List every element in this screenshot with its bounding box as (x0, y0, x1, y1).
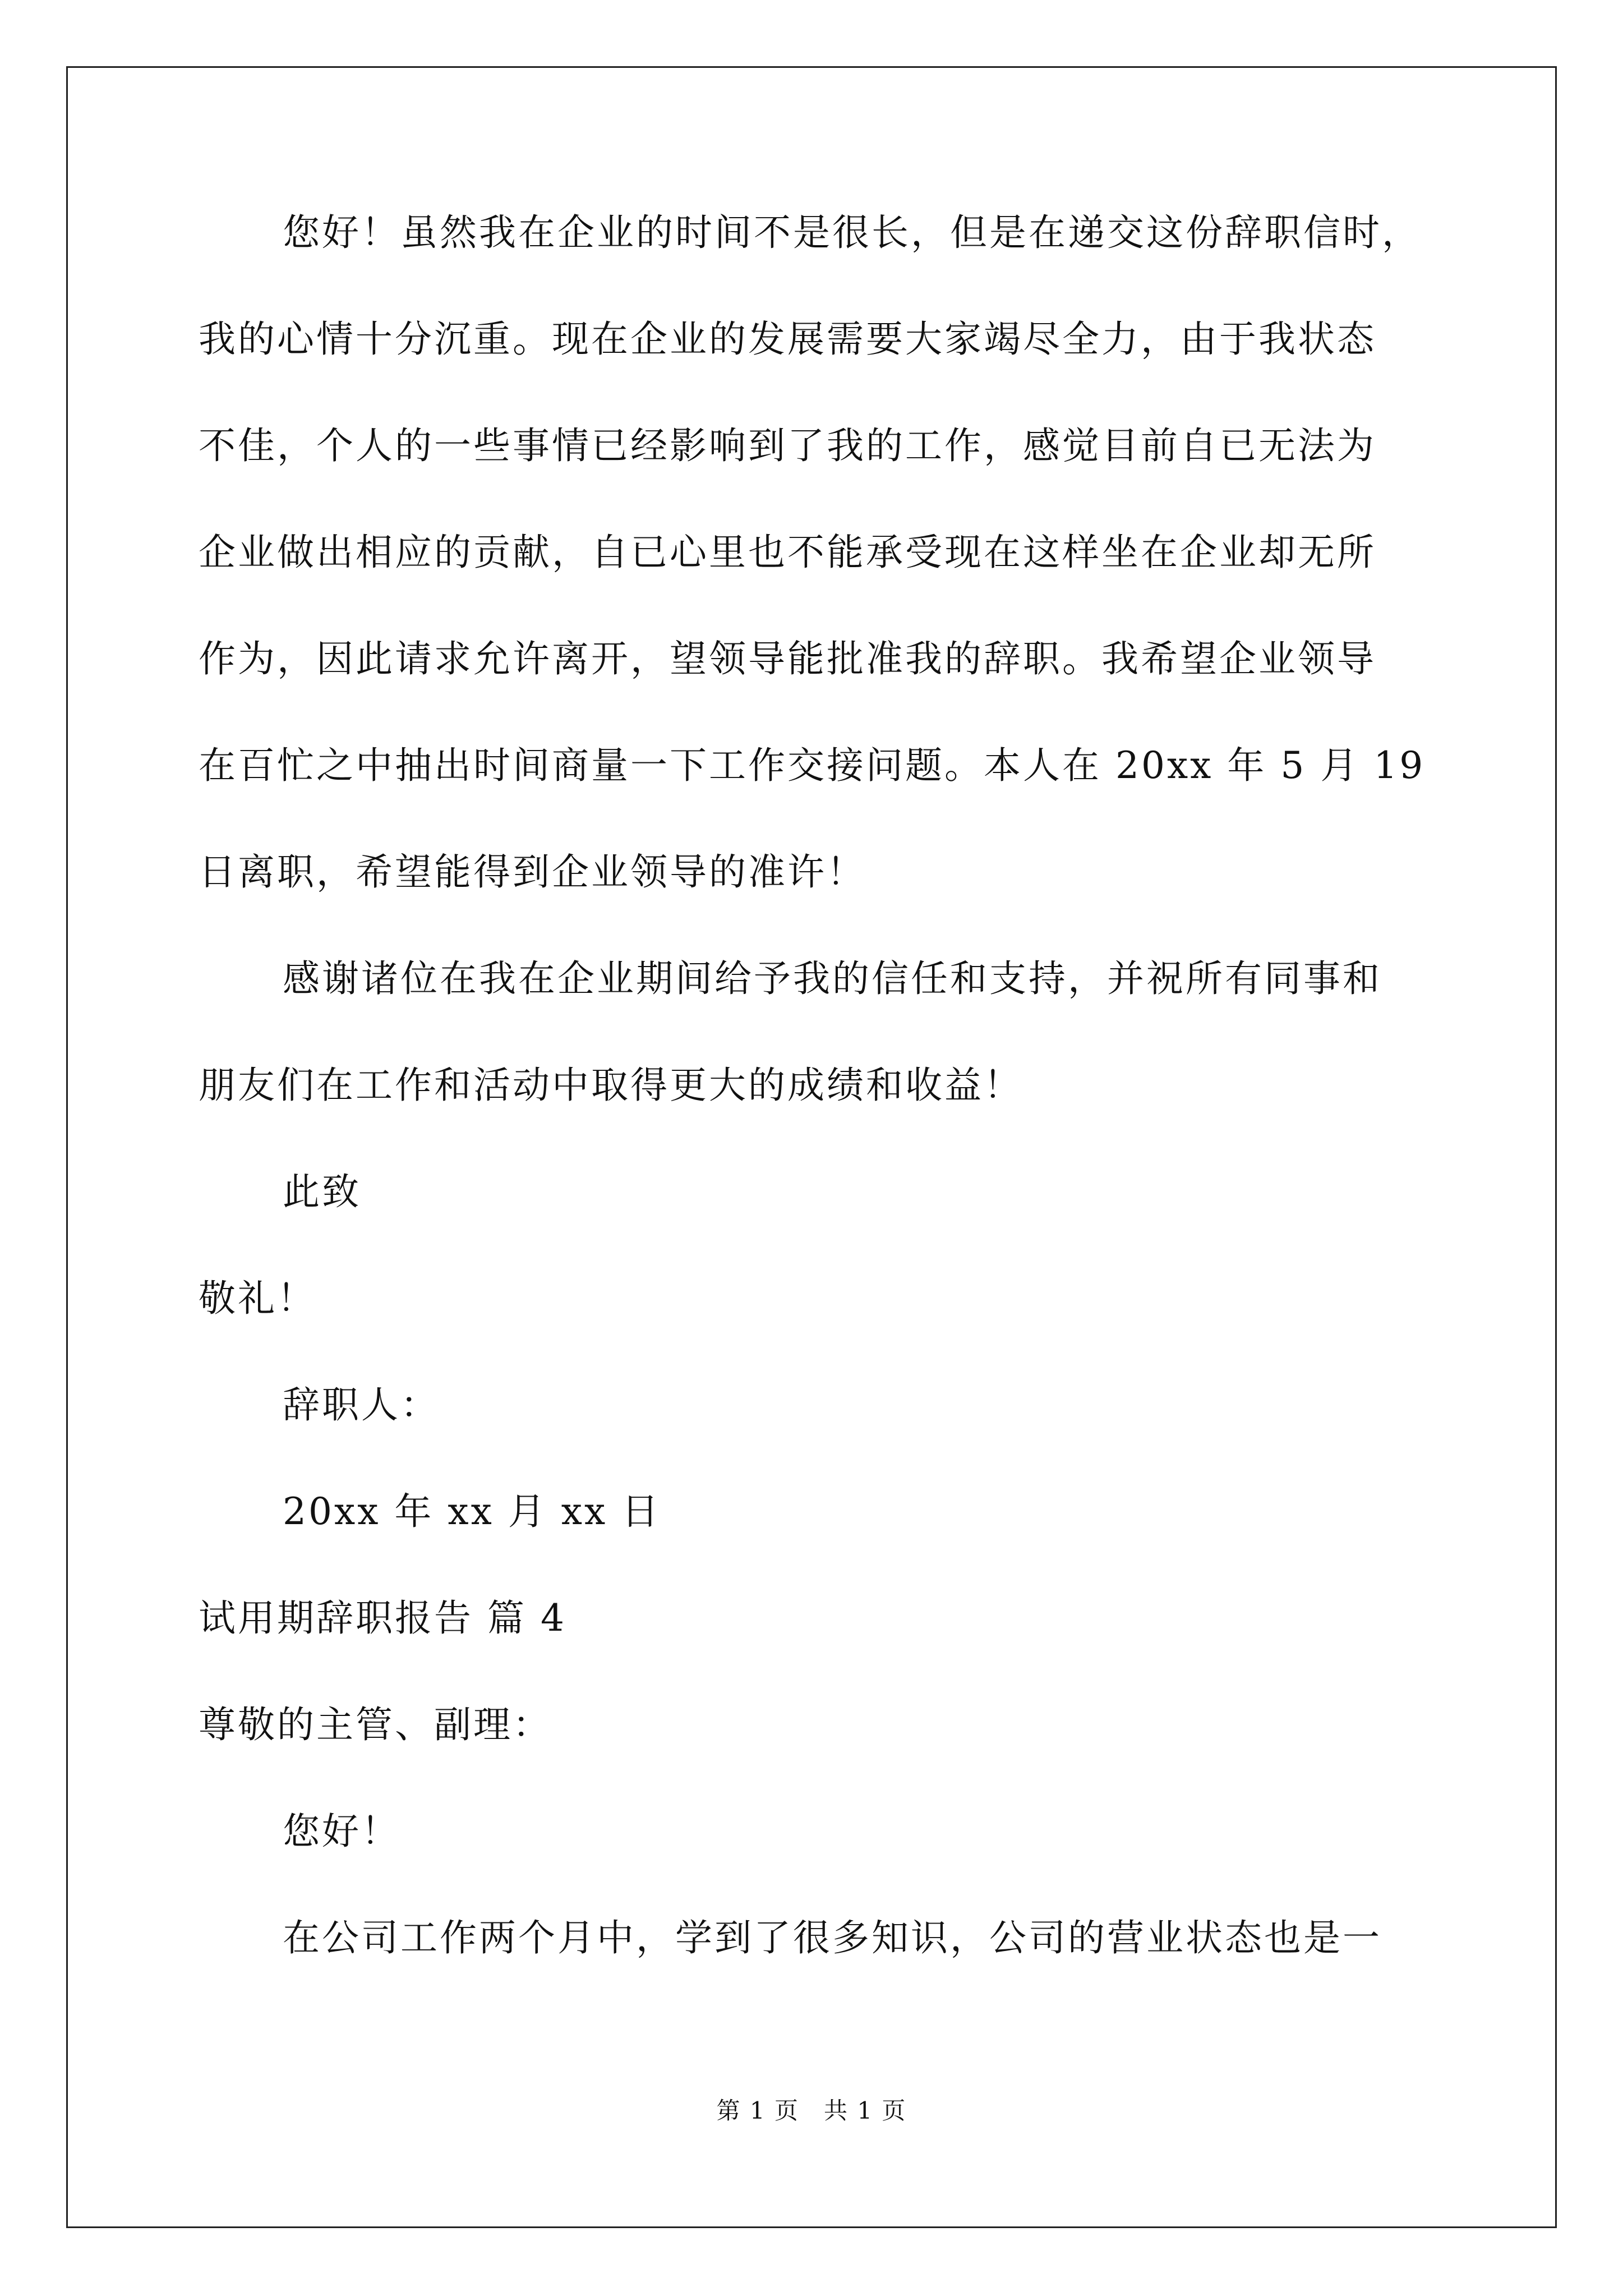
page-border (66, 66, 1557, 2228)
paragraph-line: 日离职，希望能得到企业领导的准许！ (199, 850, 866, 894)
letter-addressee: 尊敬的主管、副理： (199, 1703, 552, 1746)
signature-date: 20xx 年 xx 月 xx 日 (283, 1490, 661, 1533)
paragraph-line: 我的心情十分沉重。现在企业的发展需要大家竭尽全力，由于我状态 (199, 318, 1376, 361)
paragraph-line: 企业做出相应的贡献，自已心里也不能承受现在这样坐在企业却无所 (199, 531, 1376, 574)
paragraph-line: 感谢诸位在我在企业期间给予我的信任和支持，并祝所有同事和 (283, 957, 1382, 1000)
section-heading: 试用期辞职报告 篇 4 (199, 1596, 566, 1640)
paragraph-line: 作为，因此请求允许离开，望领导能批准我的辞职。我希望企业领导 (199, 637, 1376, 680)
page-footer: 第 1 页 共 1 页 (716, 2097, 907, 2124)
paragraph-line: 不佳，个人的一些事情已经影响到了我的工作，感觉目前自已无法为 (199, 424, 1376, 467)
signature-label: 辞职人： (283, 1383, 440, 1427)
paragraph-line: 朋友们在工作和活动中取得更大的成绩和收益！ (199, 1064, 1023, 1107)
paragraph-line: 在百忙之中抽出时间商量一下工作交接问题。本人在 20xx 年 5 月 19 (199, 744, 1426, 787)
closing-regards: 敬礼！ (199, 1277, 316, 1320)
closing-salutation: 此致 (283, 1170, 361, 1213)
letter-greeting: 您好！ (283, 1810, 400, 1853)
paragraph-line: 在公司工作两个月中，学到了很多知识，公司的营业状态也是一 (283, 1916, 1382, 1959)
paragraph-line: 您好！虽然我在企业的时间不是很长，但是在递交这份辞职信时， (283, 211, 1421, 254)
